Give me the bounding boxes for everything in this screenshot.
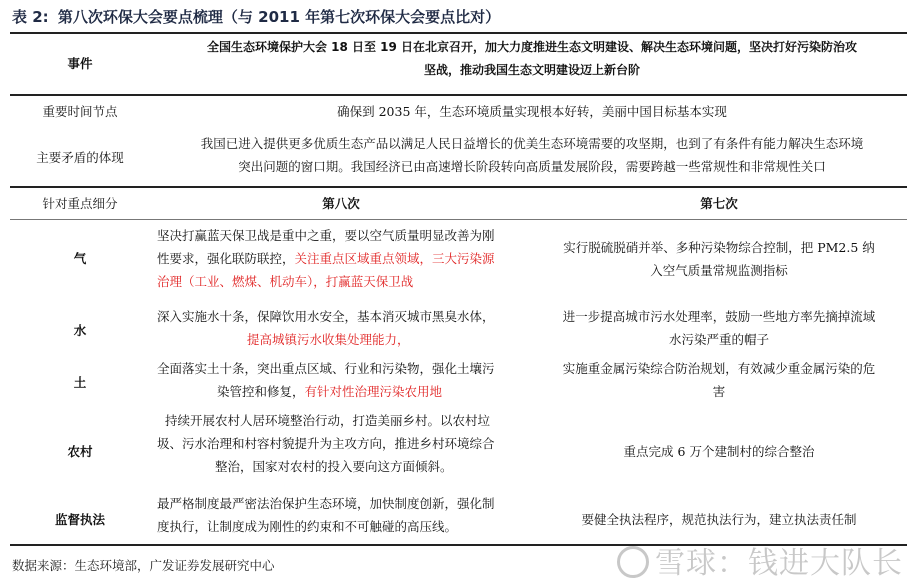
event-rule (10, 94, 907, 96)
table-title (12, 6, 500, 27)
event-label: 事件 (67, 56, 93, 71)
air-seventh: 实行脱硫脱硝并举、多种污染物综合控制，把 PM2.5 纳 入空气质量常规监测指标 (563, 240, 875, 278)
event-text: 全国生态环境保护大会 18 日至 19 日在北京召开，加大力度推进生态文明建设、解决生态环境问题，坚决打好污染防治攻 坚战，推动我国生态文明建设迈上新台阶 (206, 40, 858, 77)
air-eighth: 坚决打赢蓝天保卫战是重中之重，要以空气质量明显改善为刚 性要求，强化联防联控，关注重点区域重点领域，三大污染源 治理（工业、燃煤、机动车），打赢蓝天保卫战 (157, 228, 495, 289)
soil-seventh: 实施重金属污染综合防治规划，有效减少重金属污染的危 害 (562, 361, 876, 399)
water-eighth: 深入实施水十条，保障饮用水安全，基本消灭城市黑臭水体， 提高城镇污水收集处理能力， (157, 309, 495, 347)
law-seventh: 要健全执法程序，规范执法行为，建立执法责任制 (581, 512, 857, 527)
header-eighth: 第八次 (322, 196, 360, 211)
watermark: 雪球：钱进大队长 (617, 538, 903, 582)
rural-seventh: 重点完成 6 万个建制村的综合整治 (623, 444, 815, 459)
soil-label: 土 (73, 375, 87, 390)
law-label: 监督执法 (54, 512, 105, 527)
water-label: 水 (73, 323, 87, 338)
header-seventh: 第七次 (700, 196, 738, 211)
rural-eighth: 持续开展农村人居环境整治行动，打造美丽乡村。以农村垃 圾、污水治理和村容村貌提升为主攻方向，推进乡村环境综合 整治，国家对农村的投入要向这方面倾斜。 (157, 413, 495, 474)
soil-eighth: 全面落实土十条，突出重点区域、行业和污染物，强化土壤污 染管控和修复，有针对性治理污染农用地 (157, 361, 495, 399)
timeline-text: 确保到 2035 年，生态环境质量实现根本好转，美丽中国目标基本实现 (337, 104, 727, 119)
water-seventh: 进一步提高城市污水处理率，鼓励一些地方率先摘掉流域 水污染严重的帽子 (562, 309, 876, 347)
timeline-label: 重要时间节点 (42, 104, 118, 119)
snowball-logo-icon (617, 546, 649, 578)
contradiction-text: 我国已进入提供更多优质生态产品以满足人民日益增长的优美生态环境需要的攻坚期，也到了有条件有能力解决生态环境 突出问题的窗口期。我国经济已由高速增长阶段转向高质量发展阶段，需要跨越一些常规性和非常规性关口 (200, 136, 864, 174)
air-label: 气 (73, 251, 87, 266)
header-top-rule (10, 186, 907, 188)
header-bottom-rule (10, 219, 907, 220)
law-eighth: 最严格制度最严密法治保护生态环境，加快制度创新，强化制 度执行，让制度成为刚性的约束和不可触碰的高压线。 (157, 496, 495, 534)
table-title-text: 第八次环保大会要点梳理（与 2011 年第七次环保大会要点比对） (57, 8, 501, 26)
header-focus: 针对重点细分 (42, 196, 118, 211)
source-note: 数据来源：生态环境部，广发证券发展研究中心 (12, 558, 275, 573)
rural-label: 农村 (67, 444, 93, 459)
table-number: 表 2: (12, 8, 49, 26)
contradiction-label: 主要矛盾的体现 (36, 150, 124, 165)
top-rule (10, 32, 907, 34)
